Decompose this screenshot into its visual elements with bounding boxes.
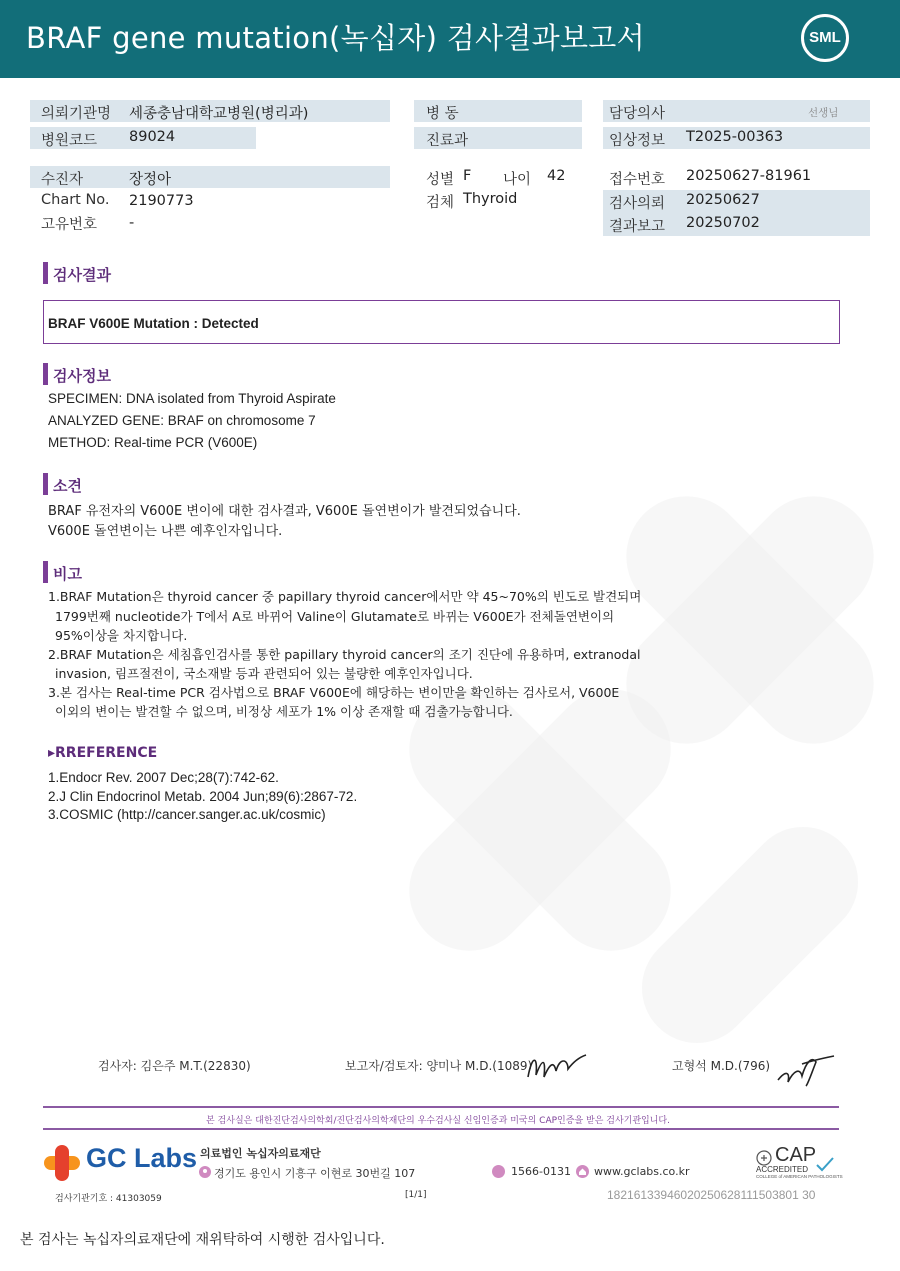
uid-label: 고유번호 [41, 217, 98, 233]
remarks-line: 이외의 변이는 발견할 수 없으며, 비정상 세포가 1% 이상 존재할 때 검출가능합니다. [55, 704, 513, 719]
foundation-name: 의료법인 녹십자의료재단 [200, 1147, 321, 1160]
hospital-label: 의뢰기관명 [41, 106, 112, 122]
page-number: [1/1] [405, 1190, 427, 1200]
code-value: 89024 [129, 129, 176, 145]
patient-field-bg [30, 166, 390, 188]
clinical-value: T2025-00363 [686, 129, 784, 145]
remarks-line: 3.본 검사는 Real-time PCR 검사법으로 BRAF V600E에 해당하는 변이만을 확인하는 검사로서, V600E [48, 685, 620, 700]
doctor-label: 담당의사 [609, 106, 666, 122]
doctor-suffix: 선생님 [808, 107, 839, 119]
request-value: 20250627 [686, 192, 760, 208]
gc-cross-icon [42, 1143, 82, 1183]
remarks-heading: 비고 [53, 565, 82, 583]
specimen-label: 검체 [426, 195, 455, 211]
ward-label: 병 동 [426, 106, 459, 122]
reference-heading: ▸RREFERENCE [48, 745, 158, 761]
doctor-signature-text: 고형석 M.D.(796) [672, 1059, 771, 1073]
remarks-line: 1799번째 nucleotide가 T에서 A로 바뀌어 Valine이 Glutamate로 바뀌는 V600E가 전체돌연변이의 [55, 609, 615, 624]
sex-value: F [463, 168, 472, 184]
chart-value: 2190773 [129, 193, 194, 209]
cap-accredited: ACCREDITED [756, 1165, 809, 1174]
sml-logo [801, 14, 849, 62]
specimen-value: Thyroid [463, 191, 518, 207]
result-text: BRAF V600E Mutation : Detected [48, 316, 259, 331]
hospital-value: 세종충남대학교병원(병리과) [129, 106, 309, 122]
remarks-section-bar [43, 561, 48, 583]
reference-line: 2.J Clin Endocrinol Metab. 2004 Jun;89(6):2867-72. [48, 789, 358, 804]
agency-code: 검사기관기호 : 41303059 [55, 1194, 162, 1204]
age-label: 나이 [503, 172, 532, 188]
dept-label: 진료과 [426, 133, 469, 149]
sex-label: 성별 [426, 172, 455, 188]
remarks-line: invasion, 림프절전이, 국소재발 등과 관련되어 있는 불량한 예후인자입니다. [55, 666, 473, 681]
watermark-shape-5 [619, 804, 881, 1066]
reporter-signature-scribble [524, 1047, 590, 1087]
findings-line: BRAF 유전자의 V600E 변이에 대한 검사결과, V600E 돌연변이가 발견되었습니다. [48, 504, 521, 519]
barcode-number: 18216133946020250628111503801 30 [607, 1188, 816, 1202]
remarks-line: 1.BRAF Mutation은 thyroid cancer 중 papillary thyroid cancer에서만 약 45~70%의 빈도로 발견되며 [48, 589, 642, 604]
cert-notice: 본 검사실은 대한진단검사의학회/진단검사의학재단의 우수검사실 신임인증과 미국의 CAP인증을 받은 검사기관입니다. [206, 1116, 670, 1126]
location-icon [199, 1166, 211, 1178]
report-date-value: 20250702 [686, 215, 760, 231]
testinfo-line: ANALYZED GENE: BRAF on chromosome 7 [48, 413, 316, 428]
doctor-signature-scribble [772, 1050, 838, 1090]
clinical-label: 임상정보 [609, 133, 666, 149]
report-header [0, 0, 900, 78]
footer-divider-bottom [43, 1128, 839, 1130]
patient-value: 장정아 [129, 172, 172, 188]
cap-title: CAP [775, 1144, 817, 1166]
sml-logo-text: SML [809, 29, 841, 46]
phone-text: 1566-0131 [511, 1165, 571, 1178]
cap-small: COLLEGE of AMERICAN PATHOLOGISTS [756, 1174, 843, 1179]
request-label: 검사의뢰 [609, 196, 666, 212]
reporter-signature-text: 보고자/검토자: 양미나 M.D.(1089) [345, 1059, 533, 1073]
bottom-note: 본 검사는 녹십자의료재단에 재위탁하여 시행한 검사입니다. [20, 1232, 385, 1248]
report-title: BRAF gene mutation(녹십자) 검사결과보고서 [26, 21, 645, 55]
tester-signature-text: 검사자: 김은주 M.T.(22830) [98, 1059, 251, 1073]
findings-heading: 소견 [53, 477, 82, 495]
testinfo-line: SPECIMEN: DNA isolated from Thyroid Aspirate [48, 391, 336, 406]
reference-line: 1.Endocr Rev. 2007 Dec;28(7):742-62. [48, 770, 279, 785]
receipt-value: 20250627-81961 [686, 168, 812, 184]
report-date-label: 결과보고 [609, 219, 666, 235]
testinfo-heading: 검사정보 [53, 367, 111, 385]
uid-value: - [129, 215, 135, 231]
cap-emblem-icon [756, 1150, 772, 1166]
result-heading: 검사결과 [53, 266, 111, 284]
remarks-line: 2.BRAF Mutation은 세침흡인검사를 통한 papillary thyroid cancer의 조기 진단에 유용하며, extranodal [48, 647, 641, 662]
remarks-line: 95%이상을 차지합니다. [55, 628, 188, 643]
findings-line: V600E 돌연변이는 나쁜 예후인자입니다. [48, 524, 283, 539]
cap-check-icon [815, 1156, 835, 1172]
testinfo-line: METHOD: Real-time PCR (V600E) [48, 435, 258, 450]
result-section-bar [43, 262, 48, 284]
gc-labs-logo: GC Labs [86, 1143, 198, 1173]
footer-divider-top [43, 1106, 839, 1108]
testinfo-section-bar [43, 363, 48, 385]
findings-section-bar [43, 473, 48, 495]
address-text: 경기도 용인시 기흥구 이현로 30번길 107 [214, 1167, 416, 1180]
code-label: 병원코드 [41, 133, 98, 149]
website-link[interactable]: www.gclabs.co.kr [594, 1165, 690, 1178]
home-icon [576, 1165, 589, 1178]
phone-icon [492, 1165, 505, 1178]
reference-line: 3.COSMIC (http://cancer.sanger.ac.uk/cosmic) [48, 807, 326, 822]
age-value: 42 [547, 168, 566, 184]
chart-label: Chart No. [41, 192, 110, 208]
receipt-label: 접수번호 [609, 172, 666, 188]
patient-label: 수진자 [41, 172, 84, 188]
